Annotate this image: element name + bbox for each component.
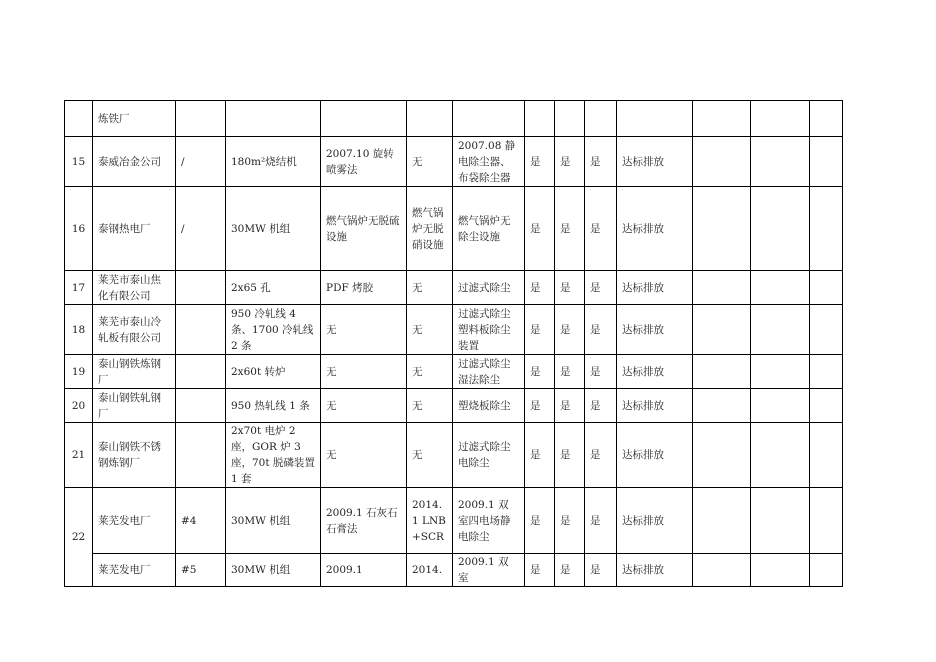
check-cell [555, 101, 585, 137]
check-cell: 是 [585, 554, 617, 587]
check-cell: 是 [585, 271, 617, 305]
empty-cell [810, 554, 843, 587]
status-cell: 达标排放 [617, 305, 693, 355]
unit-number-cell: #5 [176, 554, 226, 587]
facility-cell [226, 101, 321, 137]
denitrification-cell: 无 [407, 423, 453, 488]
unit-number-cell [176, 389, 226, 423]
emission-facility-table [64, 100, 843, 587]
table-row [65, 187, 843, 271]
status-cell: 达标排放 [617, 355, 693, 389]
facility-cell: 30MW 机组 [226, 554, 321, 587]
empty-cell [810, 137, 843, 187]
empty-cell [693, 305, 751, 355]
unit-number-cell [176, 423, 226, 488]
unit-number-cell: #4 [176, 488, 226, 554]
facility-cell: 2x60t 转炉 [226, 355, 321, 389]
check-cell: 是 [555, 305, 585, 355]
check-cell [525, 101, 555, 137]
empty-cell [810, 423, 843, 488]
check-cell: 是 [555, 355, 585, 389]
check-cell: 是 [525, 305, 555, 355]
desulfurization-cell: 2009.1 [321, 554, 407, 587]
check-cell: 是 [585, 137, 617, 187]
empty-cell [751, 187, 810, 271]
check-cell: 是 [555, 137, 585, 187]
facility-cell: 180m²烧结机 [226, 137, 321, 187]
check-cell [585, 101, 617, 137]
desulfurization-cell: 无 [321, 355, 407, 389]
desulfurization-cell: PDF 烤胶 [321, 271, 407, 305]
empty-cell [693, 389, 751, 423]
row-number-cell: 16 [65, 187, 93, 271]
empty-cell [751, 101, 810, 137]
check-cell: 是 [525, 423, 555, 488]
check-cell: 是 [585, 187, 617, 271]
row-number-cell: 17 [65, 271, 93, 305]
empty-cell [810, 187, 843, 271]
check-cell: 是 [525, 187, 555, 271]
unit-number-cell [176, 101, 226, 137]
empty-cell [810, 488, 843, 554]
company-cell: 莱芜市泰山冷轧板有限公司 [93, 305, 176, 355]
dust-removal-cell: 2009.1 双室四电场静电除尘 [453, 488, 525, 554]
table-row [65, 355, 843, 389]
dust-removal-cell: 2009.1 双室 [453, 554, 525, 587]
denitrification-cell: 无 [407, 271, 453, 305]
facility-cell: 950 热轧线 1 条 [226, 389, 321, 423]
dust-removal-cell: 过滤式除尘 [453, 271, 525, 305]
denitrification-cell: 2014.1 LNB+SCR [407, 488, 453, 554]
desulfurization-cell: 燃气锅炉无脱硫设施 [321, 187, 407, 271]
company-cell: 炼铁厂 [93, 101, 176, 137]
desulfurization-cell: 无 [321, 423, 407, 488]
check-cell: 是 [525, 137, 555, 187]
dust-removal-cell [453, 101, 525, 137]
check-cell: 是 [585, 488, 617, 554]
row-number-cell: 20 [65, 389, 93, 423]
empty-cell [693, 355, 751, 389]
check-cell: 是 [525, 355, 555, 389]
row-number-cell: 22 [65, 488, 93, 587]
unit-number-cell [176, 355, 226, 389]
table-row [65, 271, 843, 305]
table-row [65, 389, 843, 423]
status-cell [617, 101, 693, 137]
empty-cell [810, 271, 843, 305]
check-cell: 是 [585, 355, 617, 389]
desulfurization-cell: 2009.1 石灰石石膏法 [321, 488, 407, 554]
desulfurization-cell: 2007.10 旋转喷雾法 [321, 137, 407, 187]
dust-removal-cell: 燃气锅炉无除尘设施 [453, 187, 525, 271]
unit-number-cell: / [176, 187, 226, 271]
check-cell: 是 [555, 488, 585, 554]
empty-cell [751, 488, 810, 554]
row-number-cell: 18 [65, 305, 93, 355]
unit-number-cell: / [176, 137, 226, 187]
empty-cell [810, 389, 843, 423]
table-row [65, 554, 843, 587]
check-cell: 是 [555, 389, 585, 423]
empty-cell [693, 488, 751, 554]
denitrification-cell: 燃气锅炉无脱硝设施 [407, 187, 453, 271]
empty-cell [751, 554, 810, 587]
check-cell: 是 [585, 423, 617, 488]
facility-cell: 30MW 机组 [226, 488, 321, 554]
empty-cell [751, 389, 810, 423]
empty-cell [693, 137, 751, 187]
facility-cell: 2x70t 电炉 2 座，GOR 炉 3 座，70t 脱磷装置 1 套 [226, 423, 321, 488]
empty-cell [693, 271, 751, 305]
empty-cell [810, 305, 843, 355]
company-cell: 泰山钢铁轧钢厂 [93, 389, 176, 423]
status-cell: 达标排放 [617, 187, 693, 271]
dust-removal-cell: 过滤式除尘电除尘 [453, 423, 525, 488]
row-number-cell: 15 [65, 137, 93, 187]
check-cell: 是 [525, 488, 555, 554]
table-row [65, 101, 843, 137]
dust-removal-cell: 塑烧板除尘 [453, 389, 525, 423]
denitrification-cell: 无 [407, 355, 453, 389]
empty-cell [693, 101, 751, 137]
empty-cell [751, 271, 810, 305]
row-number-cell: 21 [65, 423, 93, 488]
empty-cell [810, 355, 843, 389]
desulfurization-cell: 无 [321, 305, 407, 355]
company-cell: 泰山钢铁炼钢厂 [93, 355, 176, 389]
dust-removal-cell: 过滤式除尘湿法除尘 [453, 355, 525, 389]
status-cell: 达标排放 [617, 554, 693, 587]
check-cell: 是 [555, 187, 585, 271]
empty-cell [751, 423, 810, 488]
empty-cell [810, 101, 843, 137]
denitrification-cell: 2014. [407, 554, 453, 587]
check-cell: 是 [585, 389, 617, 423]
check-cell: 是 [525, 554, 555, 587]
status-cell: 达标排放 [617, 271, 693, 305]
unit-number-cell [176, 305, 226, 355]
status-cell: 达标排放 [617, 488, 693, 554]
company-cell: 泰钢热电厂 [93, 187, 176, 271]
company-cell: 泰山钢铁不锈钢炼钢厂 [93, 423, 176, 488]
denitrification-cell: 无 [407, 389, 453, 423]
dust-removal-cell: 过滤式除尘塑料板除尘装置 [453, 305, 525, 355]
status-cell: 达标排放 [617, 423, 693, 488]
dust-removal-cell: 2007.08 静电除尘器、布袋除尘器 [453, 137, 525, 187]
check-cell: 是 [555, 271, 585, 305]
desulfurization-cell [321, 101, 407, 137]
table-row [65, 488, 843, 554]
empty-cell [693, 423, 751, 488]
company-cell: 莱芜发电厂 [93, 554, 176, 587]
status-cell: 达标排放 [617, 389, 693, 423]
check-cell: 是 [585, 305, 617, 355]
facility-cell: 2x65 孔 [226, 271, 321, 305]
check-cell: 是 [525, 271, 555, 305]
empty-cell [751, 305, 810, 355]
check-cell: 是 [555, 423, 585, 488]
table-row [65, 137, 843, 187]
denitrification-cell: 无 [407, 137, 453, 187]
empty-cell [693, 187, 751, 271]
denitrification-cell [407, 101, 453, 137]
company-cell: 泰威冶金公司 [93, 137, 176, 187]
check-cell: 是 [525, 389, 555, 423]
empty-cell [693, 554, 751, 587]
empty-cell [751, 137, 810, 187]
check-cell: 是 [555, 554, 585, 587]
row-number-cell: 19 [65, 355, 93, 389]
table-row [65, 423, 843, 488]
company-cell: 莱芜发电厂 [93, 488, 176, 554]
status-cell: 达标排放 [617, 137, 693, 187]
facility-cell: 30MW 机组 [226, 187, 321, 271]
facility-cell: 950 冷轧线 4 条、1700 冷轧线 2 条 [226, 305, 321, 355]
denitrification-cell: 无 [407, 305, 453, 355]
empty-cell [751, 355, 810, 389]
table-row [65, 305, 843, 355]
row-number-cell [65, 101, 93, 137]
desulfurization-cell: 无 [321, 389, 407, 423]
unit-number-cell [176, 271, 226, 305]
company-cell: 莱芜市泰山焦化有限公司 [93, 271, 176, 305]
